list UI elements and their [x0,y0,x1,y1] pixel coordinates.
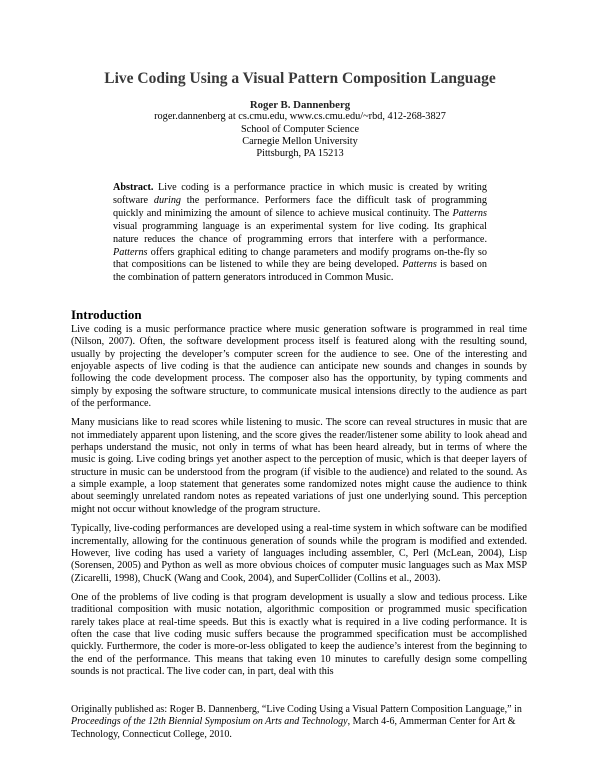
publication-footnote [71,704,527,741]
author-contact: roger.dannenberg at cs.cmu.edu, www.cs.cmu.edu/~rbd, 412-268-3827 [154,111,446,123]
footnote-text: Originally published as: Roger B. Dannenberg, “Live Coding Using a Visual Pattern Composition Language,” in [71,704,522,715]
footnote-venue: Proceedings of the 12th Biennial Symposium on Arts and Technology [71,716,348,728]
section-heading: Introduction [71,307,142,322]
abstract-text: the performance. Performers face the difficult task of programming quickly and minimizing the amount of silence to achieve musical continuity. The [113,194,487,219]
section-body [71,324,527,685]
abstract-text: visual programming language is an experimental system for live coding. Its graphical nature reduces the chance of programming errors that interfere with a performance. [113,220,487,245]
abstract-text: Live coding is a performance practice in which music is created by writing software [113,182,487,206]
abstract-emphasis: during [153,194,182,206]
abstract-emphasis: Patterns [113,246,148,258]
abstract-emphasis: Patterns [402,259,437,271]
paper-title: Live Coding Using a Visual Pattern Composition Language [104,70,496,87]
footnote-text: , March 4-6, Ammerman Center for Art & Technology, Connecticut College, 2010. [71,716,516,740]
author-city: Pittsburgh, PA 15213 [256,148,344,160]
paragraph: Many musicians like to read scores while listening to music. The score can reveal structures in music that are not immediately apparent upon listening, and the score gives the reader/listener some ability to look ahead and perhaps understand the music, not only in terms of what has been heard already, but in terms of where the music is going. Live coding brings yet another aspect to the perception of music, which is that deeper layers of structure in music can be understood from the program (if visible to the audience) and related to the sound. As a simple example, a loop statement that generates some randomized notes might cause the audience to think about seemingly unrelated random notes as repeated variations of just one underlying sound. This perception might not occur without knowledge of the program structure. [71,417,527,515]
author-university: Carnegie Mellon University [242,135,358,147]
paragraph: One of the problems of live coding is that program development is usually a slow and tedious process. Like traditional composition with music notation, algorithmic composition or programmed music specification rarely takes place at real-time speeds. But this is exactly what is required in a live coding performance. It is often the case that live coding music suffers because the programmed specification must be accomplished quickly. Furthermore, the coder is more-or-less obligated to keep the audience’s interest from the beginning to the end of the performance. This means that taking even 10 minutes to carefully design some compelling sounds is not practical. The live coder can, in part, deal with this [71,591,527,677]
paragraph: Typically, live-coding performances are developed using a real-time system in which software can be modified incrementally, allowing for the continuous generation of sounds while the program is modified and extended. However, live coding has used a variety of languages including assembler, C, Perl (McLean, 2004), Lisp (Sorensen, 2005) and Python as well as more obvious choices of computer music languages such as Max MSP (Zicarelli, 1998), ChucK (Wang and Cook, 2004), and SuperCollider (Collins et al., 2003). [71,523,527,584]
author-name: Roger B. Dannenberg [249,99,351,111]
paragraph: Live coding is a music performance practice where music generation software is programmed in real time (Nilson, 2007). Often, the software development process itself is featured along with the resulting sound, usually by projecting the developer’s computer screen for the audience to see. One of the interesting and enjoyable aspects of live coding is that the audience can anticipate new sounds and changes in sounds by following the code development process. The composer also has the opportunity, by typing comments and simply by exposing the software structure, to communicate musical intensions directly to the audience as part of the performance. [71,324,527,410]
abstract-text: offers graphical editing to change parameters and modify programs on-the-fly so that compositions can be listened to while they are being developed. [113,246,487,271]
abstract-label: Abstract. [113,182,154,193]
abstract-text: is based on the combination of pattern generators introduced in Common Music. [113,259,487,284]
abstract [113,182,487,285]
abstract-emphasis: Patterns [452,207,487,219]
author-department: School of Computer Science [240,123,360,135]
author-block [0,99,600,160]
